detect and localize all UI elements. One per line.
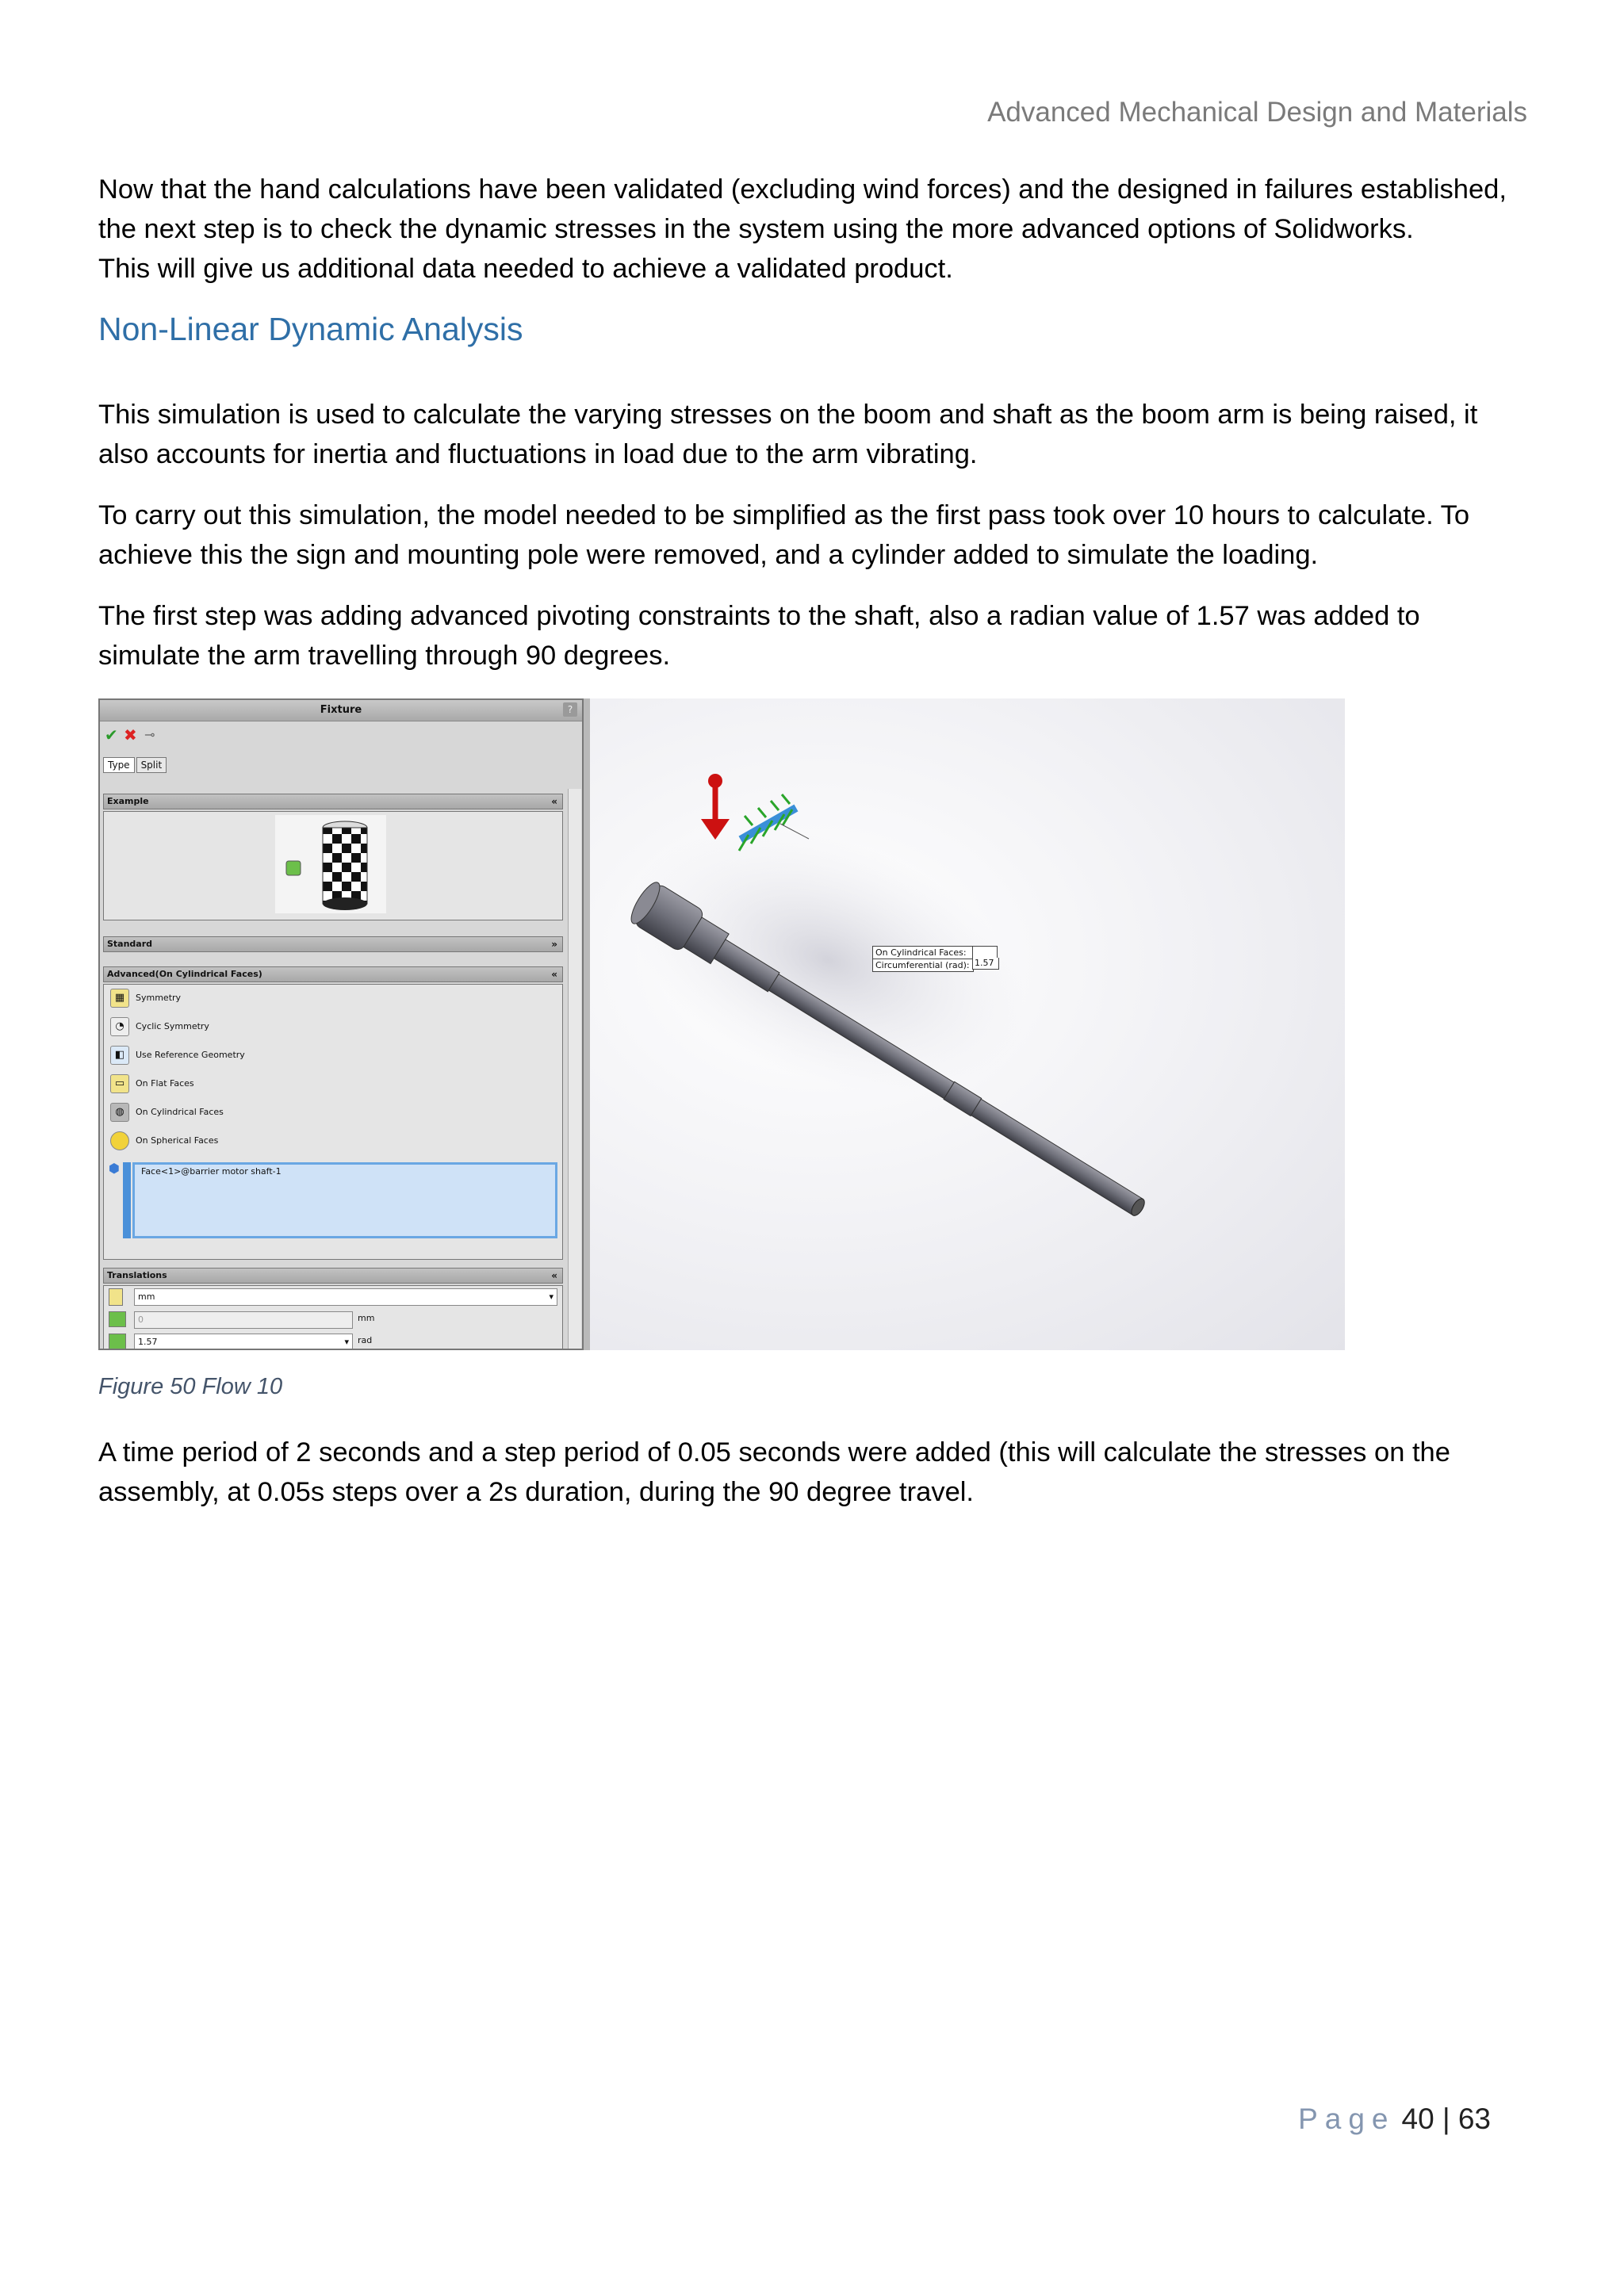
panel-splitter[interactable]: [584, 698, 590, 1350]
intro-paragraph: [98, 170, 1526, 289]
option-cyclic-symmetry[interactable]: [110, 1016, 209, 1037]
translations-label: Translations: [107, 1270, 167, 1280]
example-section-header[interactable]: [103, 794, 563, 809]
units-icon: [109, 1288, 123, 1306]
figure-screenshot: [98, 698, 1345, 1350]
radial-icon: [109, 1311, 126, 1327]
radial-value: 0: [138, 1314, 144, 1325]
paragraph-4: [98, 1433, 1526, 1512]
help-icon[interactable]: ?: [563, 702, 577, 717]
radial-unit: mm: [358, 1313, 375, 1323]
callout-value[interactable]: 1.57: [972, 958, 999, 970]
translations-box: [103, 1285, 563, 1350]
panel-tabs: [103, 757, 168, 776]
ok-icon[interactable]: ✔: [105, 725, 118, 744]
paragraph-1-line-1: This simulation is used to calculate the varying stresses on the boom and shaft as the boom arm is being raised, it: [98, 400, 1478, 430]
flat-faces-icon: ▭: [110, 1074, 129, 1093]
running-header: Advanced Mechanical Design and Materials: [987, 97, 1527, 128]
callout-label: [872, 946, 974, 972]
spherical-faces-icon: [110, 1131, 129, 1150]
reference-geometry-icon: ◧: [110, 1046, 129, 1065]
intro-line-1: Now that the hand calculations have been validated (excluding wind forces) and the designed in failures established,: [98, 174, 1507, 205]
panel-scrollbar[interactable]: [568, 789, 581, 1350]
selected-face: Face<1>@barrier motor shaft-1: [141, 1166, 282, 1177]
advanced-label: Advanced(On Cylindrical Faces): [107, 969, 262, 979]
advanced-section-header[interactable]: [103, 966, 563, 982]
chevron-down-icon: ▾: [549, 1292, 553, 1302]
paragraph-3: [98, 596, 1526, 675]
option-label: Symmetry: [136, 993, 182, 1003]
paragraph-1: [98, 395, 1526, 474]
paragraph-2-line-1: To carry out this simulation, the model needed to be simplified as the first pass took over 10 hours to calculate. To: [98, 500, 1470, 530]
intro-line-3: This will give us additional data needed to achieve a validated product.: [98, 254, 953, 284]
option-on-cylindrical-faces[interactable]: [110, 1102, 224, 1123]
symmetry-icon: ▦: [110, 989, 129, 1008]
shaft-model: [590, 698, 1345, 1350]
standard-label: Standard: [107, 939, 153, 949]
tab-split[interactable]: Split: [136, 757, 167, 773]
selection-bar: [123, 1162, 131, 1238]
page-word: Page: [1298, 2103, 1396, 2135]
example-image: [275, 815, 386, 913]
fixture-property-panel: [98, 698, 584, 1350]
cyclic-symmetry-icon: ◔: [110, 1017, 129, 1036]
units-dropdown[interactable]: [134, 1288, 557, 1306]
circumferential-value-field[interactable]: [134, 1334, 353, 1350]
paragraph-3-line-1: The first step was adding advanced pivoting constraints to the shaft, also a radian value of 1.57 was added to: [98, 601, 1420, 631]
paragraph-4-line-2: assembly, at 0.05s steps over a 2s duration, during the 90 degree travel.: [98, 1477, 974, 1507]
callout-line-1: On Cylindrical Faces:: [872, 946, 974, 959]
translations-section-header[interactable]: [103, 1268, 563, 1284]
collapse-icon[interactable]: «: [551, 1270, 557, 1281]
tab-type[interactable]: Type: [103, 757, 135, 773]
option-label: Cyclic Symmetry: [136, 1021, 209, 1031]
paragraph-2: [98, 496, 1526, 575]
graphics-viewport[interactable]: [590, 698, 1345, 1350]
intro-line-2: the next step is to check the dynamic stresses in the system using the more advanced options of Solidworks.: [98, 214, 1414, 244]
circumferential-value: 1.57: [138, 1337, 158, 1347]
pushpin-icon[interactable]: ⊸: [144, 727, 155, 742]
radial-value-field[interactable]: [134, 1311, 353, 1329]
panel-title-text: Fixture: [320, 704, 362, 716]
standard-section-header[interactable]: [103, 936, 563, 952]
option-symmetry[interactable]: [110, 988, 181, 1008]
section-heading: Non-Linear Dynamic Analysis: [98, 311, 523, 347]
collapse-icon[interactable]: «: [551, 796, 557, 807]
advanced-box: [103, 984, 563, 1260]
example-label: Example: [107, 796, 149, 806]
option-label: On Spherical Faces: [136, 1135, 219, 1146]
cancel-icon[interactable]: ✖: [124, 725, 137, 744]
cylindrical-faces-icon: ◍: [110, 1103, 129, 1122]
face-selection-icon: ⬢: [109, 1161, 120, 1176]
paragraph-3-line-2: simulate the arm travelling through 90 degrees.: [98, 641, 671, 671]
option-label: Use Reference Geometry: [136, 1050, 245, 1060]
page-count: 40 | 63: [1401, 2103, 1491, 2135]
units-value: mm: [138, 1292, 155, 1302]
expand-icon[interactable]: »: [551, 939, 557, 950]
face-selection-box[interactable]: [132, 1162, 557, 1238]
option-label: On Flat Faces: [136, 1078, 194, 1089]
paragraph-1-line-2: also accounts for inertia and fluctuations in load due to the arm vibrating.: [98, 439, 978, 469]
paragraph-4-line-1: A time period of 2 seconds and a step period of 0.05 seconds were added (this will calculate the stresses on the: [98, 1437, 1450, 1468]
paragraph-2-line-2: achieve this the sign and mounting pole were removed, and a cylinder added to simulate the loading.: [98, 540, 1319, 570]
option-label: On Cylindrical Faces: [136, 1107, 224, 1117]
chevron-down-icon: ▾: [344, 1337, 349, 1347]
callout-line-2: Circumferential (rad):: [872, 959, 974, 972]
option-on-flat-faces[interactable]: [110, 1073, 194, 1094]
circumferential-unit: rad: [358, 1335, 373, 1345]
figure-caption: Figure 50 Flow 10: [98, 1374, 283, 1399]
option-on-spherical-faces[interactable]: [110, 1131, 218, 1151]
example-box: [103, 811, 563, 920]
circumferential-icon: [109, 1334, 126, 1349]
page-number: [1298, 2103, 1491, 2136]
collapse-icon[interactable]: «: [551, 969, 557, 980]
panel-title: [100, 700, 582, 721]
option-use-reference-geometry[interactable]: [110, 1045, 245, 1066]
